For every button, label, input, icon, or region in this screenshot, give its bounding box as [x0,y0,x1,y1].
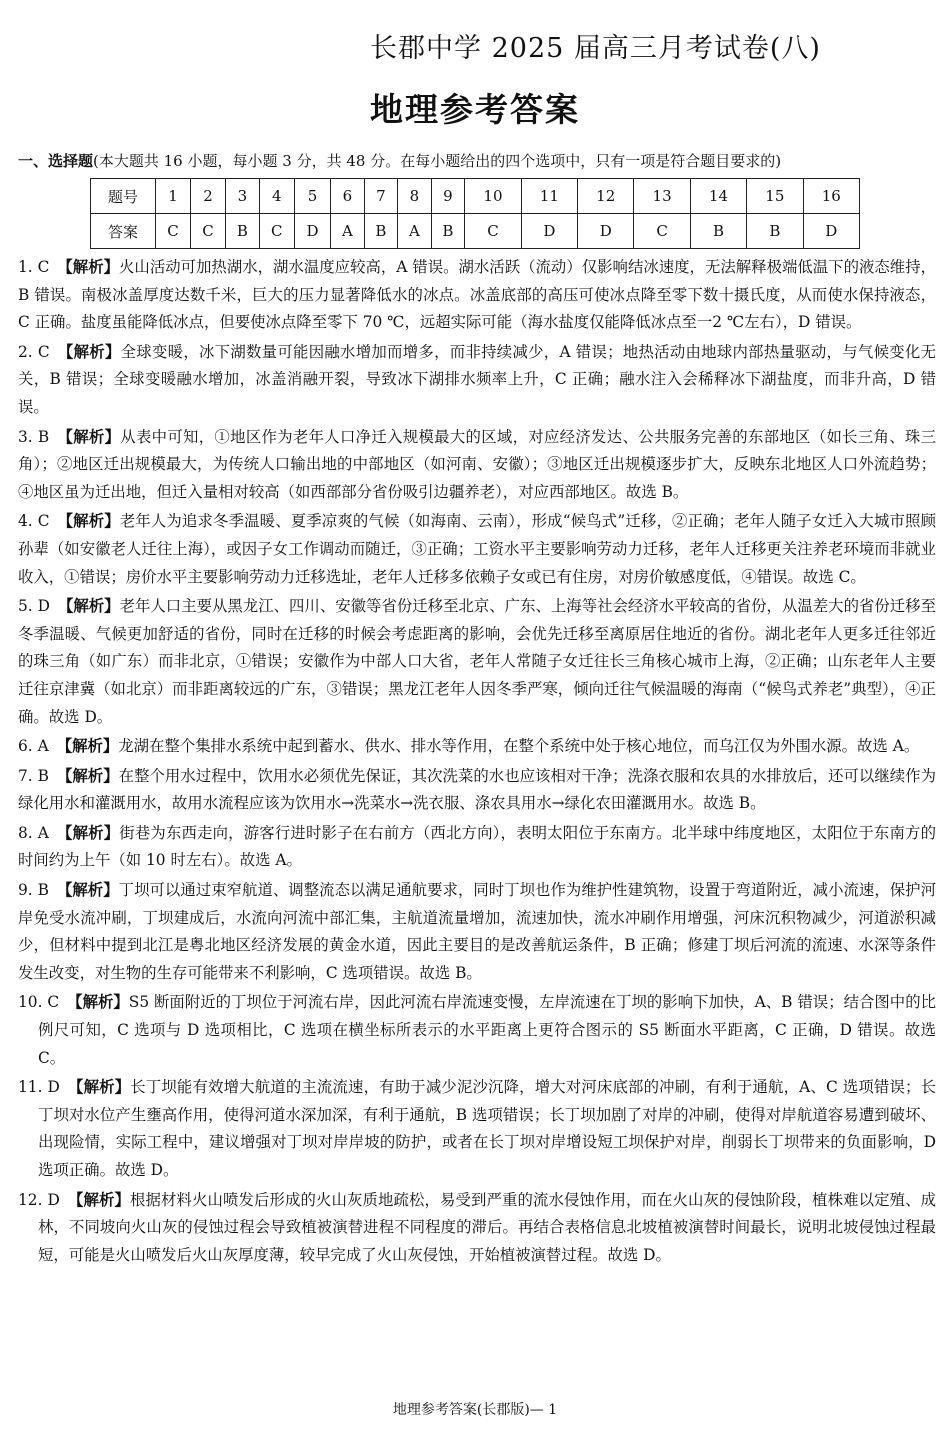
item-answer: 9. B [18,881,49,900]
analysis-tag: 【解析】 [56,881,119,900]
explanation-item-1 [18,254,936,337]
answer-cell: C [634,214,690,249]
explanation-item-7 [18,763,936,818]
question-number-cell: 2 [191,179,226,214]
item-answer: 4. C [18,512,50,531]
answer-cell: B [690,214,746,249]
item-text: 从表中可知，①地区作为老年人口净迁入规模最大的区域，对应经济发达、公共服务完善的东部地区（如长三角、珠三角）；②地区迁出规模最大，为传统人口输出地的中部地区（如河南、安徽）；③地区迁出规模逐步扩大，反映东北地区人口外流趋势；④地区虽为迁出地，但迁入量相对较高（如西部部分省份吸引边疆养老），对应西部地区。故选 B。 [18,427,936,501]
item-answer: 2. C [18,342,50,361]
page-footer: 地理参考答案(长郡版)— 1 [392,1402,558,1418]
question-number-cell: 8 [398,179,431,214]
answer-cell: C [259,214,294,249]
analysis-tag: 【解析】 [56,766,119,785]
answer-table-number-row [91,179,860,214]
question-number-cell: 9 [431,179,465,214]
exam-title: 长郡中学 2025 届高三月考试卷(八) [370,33,821,64]
item-text: 龙湖在整个集排水系统中起到蓄水、供水、排水等作用，在整个系统中处于核心地位，而乌江仅为外围水源。故选 A。 [118,737,920,756]
question-number-cell: 12 [578,179,634,214]
item-text: 丁坝可以通过束窄航道、调整流态以满足通航要求，同时丁坝也作为维护性建筑物，设置于弯道附近，减小流速，保护河岸免受水流冲刷，丁坝建成后，水流向河流中部汇集，主航道流量增加，流速加快，流水冲刷作用增强，河床沉积物减少，河道淤积减少，但材料中提到北江是粤北地区经济发展的黄金水道，因此主要目的是改善航运条件，B 正确；修建丁坝后河流的流速、水深等条件发生改变，对生物的生存可能带来不利影响，C 选项错误。故选 B。 [18,881,936,982]
analysis-tag: 【解析】 [57,512,120,531]
answer-cell: B [226,214,260,249]
question-number-cell: 13 [634,179,690,214]
question-number-cell: 5 [294,179,331,214]
explanation-item-6 [18,733,936,761]
answer-table [90,178,860,249]
answer-cell: C [191,214,226,249]
section-instructions: (本大题共 16 小题，每小题 3 分，共 48 分。在每小题给出的四个选项中，只有一项是符合题目要求的) [93,152,782,170]
page-title: 地理参考答案 [370,90,580,129]
section-heading [18,150,938,171]
item-answer: 3. B [18,427,50,446]
table-header-cell: 题号 [91,179,156,214]
explanation-item-3 [18,424,936,507]
analysis-tag: 【解析】 [56,737,119,756]
table-header-cell: 答案 [91,214,156,249]
analysis-tag: 【解析】 [57,597,120,616]
question-number-cell: 10 [465,179,521,214]
item-answer: 12. D [18,1190,60,1209]
answer-cell: A [398,214,431,249]
question-number-cell: 15 [747,179,803,214]
answer-cell: D [294,214,331,249]
explanation-list [18,254,936,1271]
item-answer: 8. A [18,823,49,842]
item-answer: 11. D [18,1078,60,1097]
answer-cell: C [465,214,521,249]
answer-cell: B [747,214,803,249]
question-number-cell: 1 [156,179,191,214]
item-text: S5 断面附近的丁坝位于河流右岸，因此河流右岸流速变慢，左岸流速在丁坝的影响下加快，A、B 错误；结合图中的比例尺可知，C 选项与 D 选项相比，C 选项在横坐标所表示的水平距离上更符合图示的 S5 断面水平距离，C 正确，D 错误。故选 C。 [38,993,936,1067]
item-text: 火山活动可加热湖水，湖水温度应较高，A 错误。湖水活跃（流动）仅影响结冰速度，无法解释极端低温下的液态维持，B 错误。南极冰盖厚度达数千米，巨大的压力显著降低水的冰点。冰盖底部的高压可使冰点降至零下数十摄氏度，从而使水保持液态，C 正确。盐度虽能降低冰点，但要使冰点降至零下 70 ℃，远超实际可能（海水盐度仅能降低冰点至一2 ℃左右），D 错误。 [18,258,936,332]
answer-cell: A [331,214,364,249]
analysis-tag: 【解析】 [57,258,120,276]
answer-cell: C [156,214,191,249]
answer-table-answer-row [91,214,860,249]
explanation-item-2 [18,339,936,422]
explanation-item-9 [18,877,936,987]
question-number-cell: 11 [521,179,577,214]
item-text: 根据材料火山喷发后形成的火山灰质地疏松，易受到严重的流水侵蚀作用，而在火山灰的侵蚀阶段，植株难以定殖、成林，不同坡向火山灰的侵蚀过程会导致植被演替进程不同程度的滞后。再结合表格信息北坡植被演替时间最长，说明北坡侵蚀过程最短，可能是火山喷发后火山灰厚度薄，较早完成了火山灰侵蚀，开始植被演替过程。故选 D。 [38,1190,936,1264]
question-number-cell: 4 [259,179,294,214]
item-answer: 1. C [18,258,50,276]
analysis-tag: 【解析】 [67,1078,131,1097]
answer-cell: B [431,214,465,249]
question-number-cell: 7 [364,179,398,214]
answer-cell: D [803,214,859,249]
item-text: 在整个用水过程中，饮用水必须优先保证，其次洗菜的水也应该相对干净；洗涤衣服和农具的水排放后，还可以继续作为绿化用水和灌溉用水，故用水流程应该为饮用水→洗菜水→洗衣服、涤农具用水→绿化农田灌溉用水。故选 B。 [18,766,936,813]
question-number-cell: 3 [226,179,260,214]
item-answer: 7. B [18,766,49,785]
explanation-item-11 [18,1074,936,1184]
item-text: 全球变暖，冰下湖数量可能因融水增加而增多，而非持续减少，A 错误；地热活动由地球内部热量驱动，与气候变化无关，B 错误；全球变暖融水增加，冰盖消融开裂，导致冰下湖排水频率上升，C 正确；融水注入会稀释冰下湖盐度，而非升高，D 错误。 [18,342,936,416]
item-text: 老年人口主要从黑龙江、四川、安徽等省份迁移至北京、广东、上海等社会经济水平较高的省份，从温差大的省份迁移至冬季温暖、气候更加舒适的省份，同时在迁移的时候会考虑距离的影响，会优先迁移至离原居住地近的省份。湖北老年人更多迁往邻近的珠三角（如广东）而非北京，①错误；安徽作为中部人口大省，老年人常随子女迁往长三角核心城市上海，②正确；山东老年人主要迁往京津冀（如北京）而非距离较远的广东，③错误；黑龙江老年人因冬季严寒，倾向迁往气候温暖的海南（“候鸟式养老”典型），④正确。故选 D。 [18,597,936,726]
item-text: 长丁坝能有效增大航道的主流流速，有助于减少泥沙沉降，增大对河床底部的冲刷，有利于通航，A、C 选项错误；长丁坝对水位产生壅高作用，使得河道水深加深，有利于通航，B 选项错误；长丁坝加剧了对岸的冲刷，使得对岸航道容易遭到破坏、出现险情，实际工程中，建议增强对丁坝对岸岸坡的防护，或者在长丁坝对岸增设短工坝保护对岸，削弱长丁坝带来的负面影响，D 选项正确。故选 D。 [38,1078,936,1179]
question-number-cell: 14 [690,179,746,214]
section-label: 一、选择题 [18,152,94,170]
item-answer: 6. A [18,737,49,756]
analysis-tag: 【解析】 [67,993,129,1012]
explanation-item-5 [18,593,936,731]
analysis-tag: 【解析】 [57,342,121,361]
explanation-item-4 [18,508,936,591]
explanation-item-8 [18,820,936,875]
answer-cell: B [364,214,398,249]
answer-cell: D [521,214,577,249]
item-answer: 5. D [18,597,50,616]
item-answer: 10. C [18,993,60,1012]
item-text: 老年人为追求冬季温暖、夏季凉爽的气候（如海南、云南），形成“候鸟式”迁移，②正确；老年人随子女迁入大城市照顾孙辈（如安徽老人迁往上海），或因子女工作调动而随迁，③正确；工资水平主要影响劳动力迁移，老年人迁移更关注养老环境而非就业收入，①错误；房价水平主要影响劳动力迁移选址，老年人迁移多依赖子女或已有住房，对房价敏感度低，④错误。故选 C。 [18,512,936,586]
analysis-tag: 【解析】 [57,427,121,446]
explanation-item-10 [18,989,936,1072]
question-number-cell: 16 [803,179,859,214]
answer-cell: D [578,214,634,249]
question-number-cell: 6 [331,179,364,214]
analysis-tag: 【解析】 [67,1190,130,1209]
item-text: 街巷为东西走向，游客行进时影子在右前方（西北方向），表明太阳位于东南方。北半球中纬度地区，太阳位于东南方的时间约为上午（如 10 时左右）。故选 A。 [18,823,936,870]
analysis-tag: 【解析】 [56,823,120,842]
explanation-item-12 [18,1187,936,1270]
